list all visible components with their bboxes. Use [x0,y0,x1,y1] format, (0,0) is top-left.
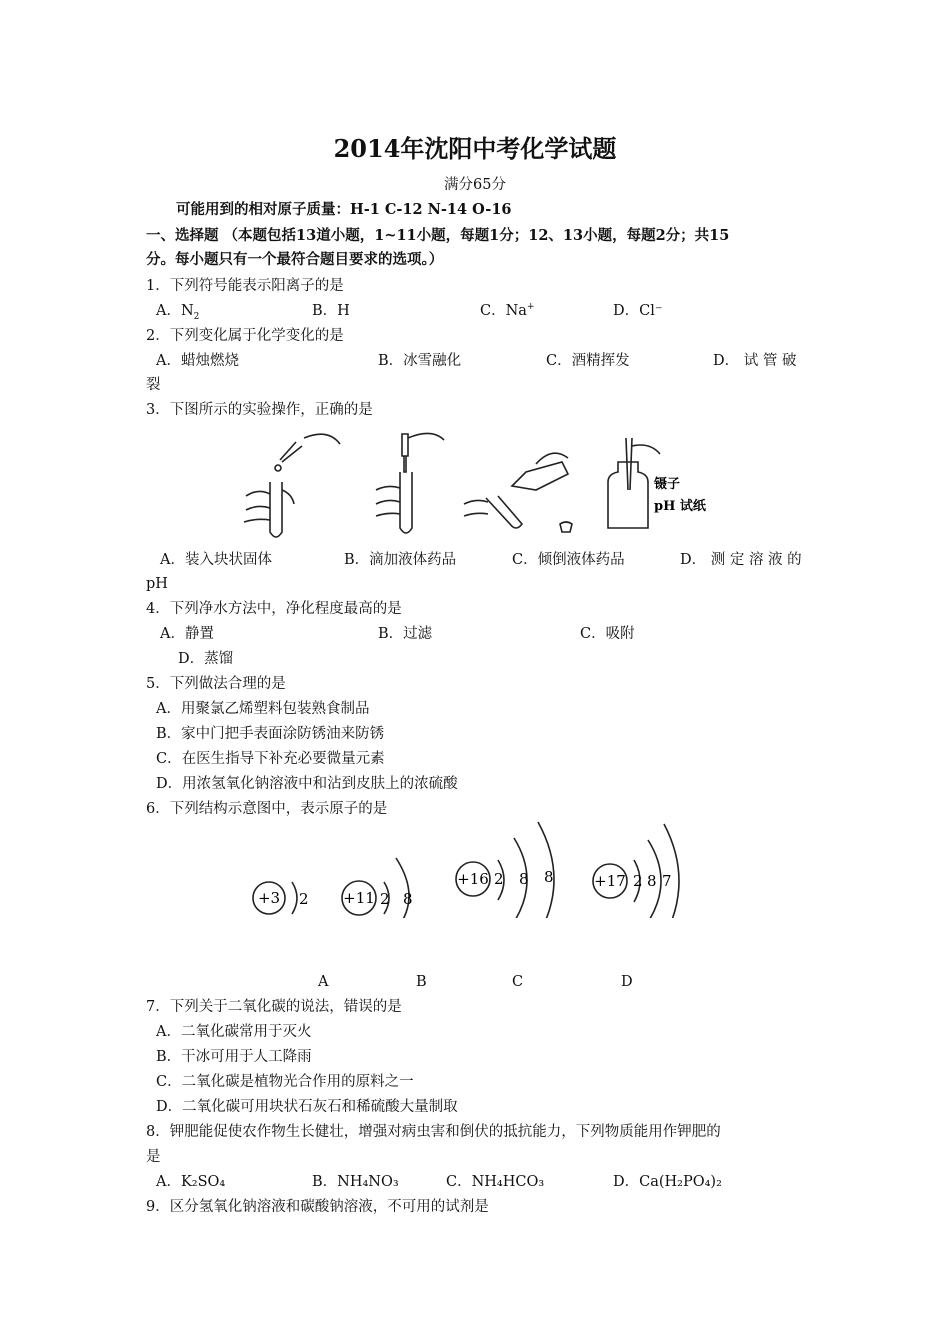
atom-d-nucleus: +17 [594,872,626,890]
q7-option-d: D．二氧化碳可用块状石灰石和稀硫酸大量制取 [156,1099,458,1115]
q4-option-a: A．静置 [160,626,214,642]
q7-stem: 7．下列关于二氧化碳的说法，错误的是 [146,999,402,1015]
q8-option-d: D．Ca(H₂PO₄)₂ [613,1174,722,1190]
q1-option-d: D．Cl⁻ [613,303,663,319]
q9-stem: 9．区分氢氧化钠溶液和碳酸钠溶液，不可用的试剂是 [146,1199,489,1215]
atom-d-shell-2: 8 [647,872,657,890]
q3-option-d-cont: pH [146,576,168,592]
q6-label-b: B [416,974,427,990]
q2-option-d-cont: 裂 [146,377,161,393]
atom-a-nucleus: +3 [257,889,281,907]
q8-stem-cont: 是 [146,1149,161,1165]
q7-option-b: B．干冰可用于人工降雨 [156,1049,312,1065]
q6-label-a: A [318,974,329,990]
q3-option-a: A．装入块状固体 [160,552,272,568]
q2-option-c: C．酒精挥发 [546,353,630,369]
q4-option-b: B．过滤 [378,626,433,642]
q1-option-c: C．Na+ [480,302,535,319]
atom-d-shell-3: 7 [662,872,672,890]
tweezers-label: 镊子 [654,477,681,492]
q5-option-c: C．在医生指导下补充必要微量元素 [156,751,385,767]
q3-option-d: D． 测 定 溶 液 的 [680,552,802,568]
q3-option-b: B．滴加液体药品 [344,552,457,568]
q1-option-a: A．$N_2$ [156,303,200,322]
atom-b-shell-1: 2 [380,890,390,908]
q6-label-c: C [512,974,524,990]
atom-b-nucleus: +11 [343,889,375,907]
atomic-structure-figure [244,818,684,918]
q7-option-a: A．二氧化碳常用于灭火 [156,1024,312,1040]
page-title: 2014年沈阳中考化学试题 [333,134,617,163]
atom-b-shell-2: 8 [403,890,413,908]
q1-stem: 1．下列符号能表示阳离子的是 [146,278,344,294]
q2-option-d: D． 试 管 破 [713,353,797,369]
q7-option-c: C．二氧化碳是植物光合作用的原料之一 [156,1074,414,1090]
q5-stem: 5．下列做法合理的是 [146,676,286,692]
section1-heading: 一、选择题 （本题包括13道小题，1~11小题，每题1分；12、13小题，每题2分；共15 [146,227,730,244]
q2-option-a: A．蜡烛燃烧 [156,353,239,369]
q3-option-c: C．倾倒液体药品 [512,552,625,568]
q8-option-b: B．NH₄NO₃ [312,1174,399,1190]
experiment-figure [236,424,726,546]
ph-paper-label: pH 试纸 [654,499,706,514]
atom-c-shell-1: 2 [494,870,504,888]
q4-stem: 4．下列净水方法中，净化程度最高的是 [146,601,402,617]
q2-option-b: B．冰雪融化 [378,353,462,369]
q6-label-d: D [621,974,633,990]
q6-stem: 6．下列结构示意图中，表示原子的是 [146,801,388,817]
q8-stem: 8．钾肥能促使农作物生长健壮，增强对病虫害和倒伏的抵抗能力，下列物质能用作钾肥的 [146,1124,721,1140]
q3-stem: 3．下图所示的实验操作，正确的是 [146,402,373,418]
atom-d-shell-1: 2 [633,872,643,890]
atomic-mass: 可能用到的相对原子质量：H-1 C-12 N-14 O-16 [176,201,512,218]
q4-option-c: C．吸附 [580,626,635,642]
q5-option-b: B．家中门把手表面涂防锈油来防锈 [156,726,385,742]
full-score: 满分65分 [444,177,506,193]
atom-c-shell-3: 8 [544,868,554,886]
atom-c-nucleus: +16 [457,870,489,888]
atom-c-shell-2: 8 [519,870,529,888]
q1-option-b: B．H [312,303,350,319]
q8-option-c: C．NH₄HCO₃ [446,1174,545,1190]
q5-option-a: A．用聚氯乙烯塑料包装熟食制品 [156,701,370,717]
section1-heading-cont: 分。每小题只有一个最符合题目要求的选项。） [146,251,444,268]
q5-option-d: D．用浓氢氧化钠溶液中和沾到皮肤上的浓硫酸 [156,776,458,792]
q8-option-a: A．K₂SO₄ [156,1174,226,1190]
q4-option-d: D．蒸馏 [178,651,234,667]
atom-a-shell-1: 2 [299,890,309,908]
q2-stem: 2．下列变化属于化学变化的是 [146,328,344,344]
